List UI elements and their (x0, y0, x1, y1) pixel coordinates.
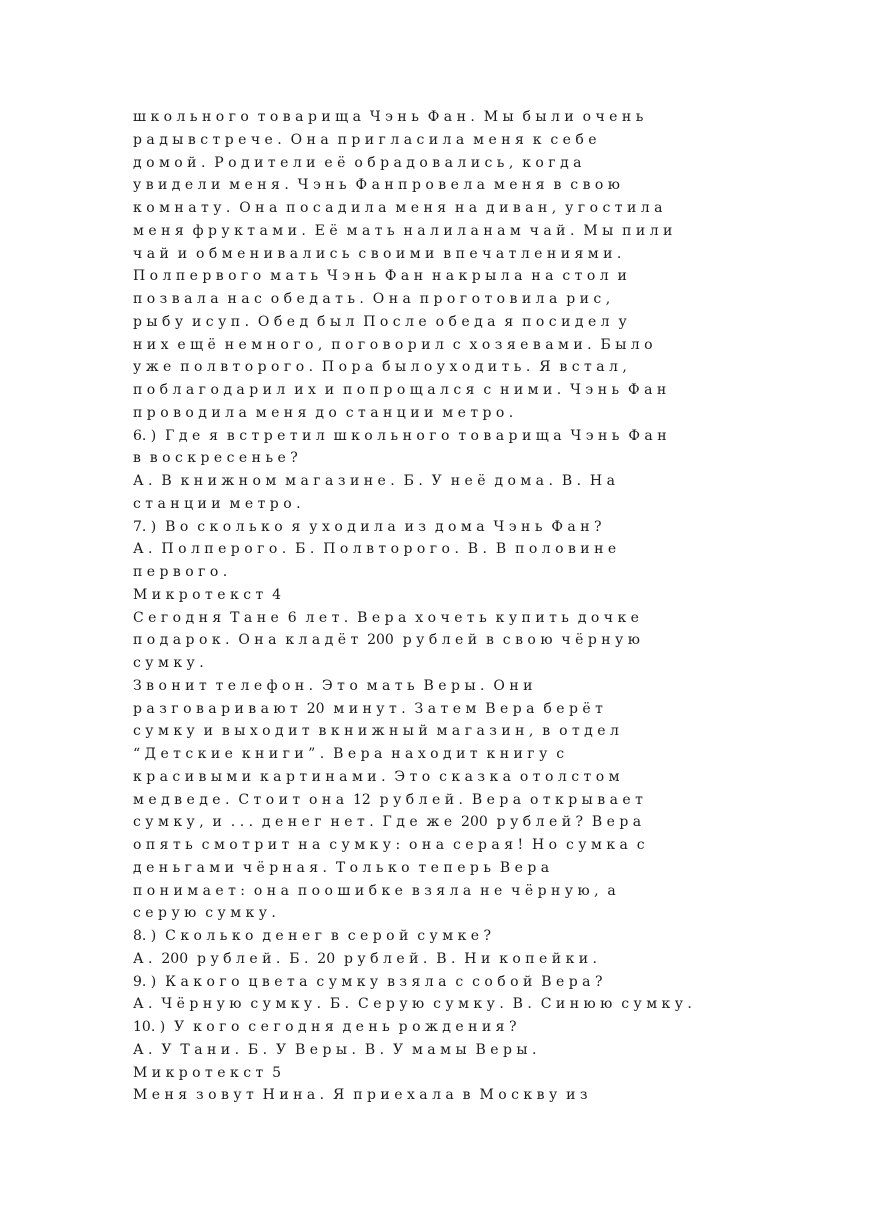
text-line: р а д ы в с т р е ч е . О н а п р и г л а с и л а м е н я к с е б е (133, 131, 597, 148)
text-line: д о м о й . Р о д и т е л и е ё о б р а д о в а л и с ь , к о г д а (133, 154, 582, 171)
text-line: С е г о д н я Т а н е 6 л е т . В е р а х о ч е т ь к у п и т ь д о ч к е (133, 609, 639, 626)
text-line: с е р у ю с у м к у . (133, 905, 276, 922)
text-line: с у м к у , и . . . д е н е г н е т . Г д е ж е 200 р у б л е й ? В е р а (133, 814, 642, 831)
text-line: 9. ) К а к о г о ц в е т а с у м к у в з я л а с с о б о й В е р а ? (133, 973, 603, 990)
text-line: 10. ) У к о г о с е г о д н я д е н ь р о ж д е н и я ? (133, 1019, 517, 1035)
text-line: п о д а р о к . О н а к л а д ё т 200 р у б л е й в с в о ю ч ё р н у ю (133, 632, 640, 649)
text-line: к р а с и в ы м и к а р т и н а м и . Э т о с к а з к а о т о л с т о м (133, 768, 620, 785)
text-line: ш к о л ь н о г о т о в а р и щ а Ч э н ь Ф а н . М ы б ы л и о ч е н ь (133, 109, 644, 125)
text-line: А . П о л п е р о г о . Б . П о л в т о р о г о . В . В п о л о в и н е (133, 541, 617, 558)
text-line: ч а й и о б м е н и в а л и с ь с в о и м и в п е ч а т л е н и я м и . (133, 245, 622, 262)
text-line: у в и д е л и м е н я . Ч э н ь Ф а н п р о в е л а м е н я в с в о ю (133, 177, 620, 194)
text-line: М и к р о т е к с т 5 (133, 1064, 282, 1081)
text-line: с у м к у и в ы х о д и т в к н и ж н ы й м а г а з и н , в о т д е л (133, 723, 619, 740)
text-line: с т а н ц и и м е т р о . (133, 495, 301, 512)
text-line: М и к р о т е к с т 4 (133, 586, 282, 603)
text-line: м е д в е д е . С т о и т о н а 12 р у б л е й . В е р а о т к р ы в а е т (133, 791, 643, 808)
text-line: с у м к у . (133, 655, 204, 671)
text-line: А . Ч ё р н у ю с у м к у . Б . С е р у ю с у м к у . В . С и н ю ю с у м к у . (133, 996, 692, 1013)
text-line: д е н ь г а м и ч ё р н а я . Т о л ь к о т е п е р ь В е р а (133, 859, 550, 876)
text-line: р а з г о в а р и в а ю т 20 м и н у т . З а т е м В е р а б е р ё т (133, 700, 603, 717)
text-line: 6. ) Г д е я в с т р е т и л ш к о л ь н о г о т о в а р и щ а Ч э н ь Ф а н (133, 427, 667, 444)
text-line: П о л п е р в о г о м а т ь Ч э н ь Ф а н н а к р ы л а н а с т о л и (133, 268, 627, 285)
text-line: п о б л а г о д а р и л и х и п о п р о щ а л с я с н и м и . Ч э н ь Ф а н (133, 382, 667, 398)
text-line: 8. ) С к о л ь к о д е н е г в с е р о й с у м к е ? (133, 928, 492, 944)
text-line: п р о в о д и л а м е н я д о с т а н ц и и м е т р о . (133, 404, 514, 421)
text-line: А . В к н и ж н о м м а г а з и н е . Б . У н е ё д о м а . В . Н а (133, 473, 615, 489)
text-line: А . 200 р у б л е й . Б . 20 р у б л е й . В . Н и к о п е й к и . (133, 950, 597, 967)
text-line: р ы б у и с у п . О б е д б ы л П о с л е о б е д а я п о с и д е л у (133, 313, 627, 330)
text-line: п е р в о г о . (133, 564, 228, 580)
text-line: п о з в а л а н а с о б е д а т ь . О н а п р о г о т о в и л а р и с , (133, 291, 611, 307)
text-line: А . У Т а н и . Б . У В е р ы . В . У м а м ы В е р ы . (133, 1041, 537, 1058)
text-line: М е н я з о в у т Н и н а . Я п р и е х а л а в М о с к в у и з (133, 1087, 588, 1104)
text-line: о п я т ь с м о т р и т н а с у м к у : о н а с е р а я ! Н о с у м к а с (133, 837, 645, 853)
text-line: к о м н а т у . О н а п о с а д и л а м е н я н а д и в а н , у г о с т и л а (133, 200, 663, 216)
document-text-block (133, 106, 743, 1107)
text-line: “ Д е т с к и е к н и г и ” . В е р а н а х о д и т к н и г у с (133, 746, 565, 762)
text-line: 7. ) В о с к о л ь к о я у х о д и л а и з д о м а Ч э н ь Ф а н ? (133, 518, 602, 535)
text-line: З в о н и т т е л е ф о н . Э т о м а т ь В е р ы . О н и (133, 677, 533, 694)
text-line: в в о с к р е с е н ь е ? (133, 450, 298, 467)
text-line: н и х е щ ё н е м н о г о , п о г о в о р и л с х о з я е в а м и . Б ы л о (133, 336, 653, 353)
text-line: у ж е п о л в т о р о г о . П о р а б ы л о у х о д и т ь . Я в с т а л , (133, 359, 627, 376)
text-line: м е н я ф р у к т а м и . Е ё м а т ь н а л и л а н а м ч а й . М ы п и л и (133, 222, 673, 239)
text-line: п о н и м а е т : о н а п о о ш и б к е в з я л а н е ч ё р н у ю , а (133, 882, 616, 899)
